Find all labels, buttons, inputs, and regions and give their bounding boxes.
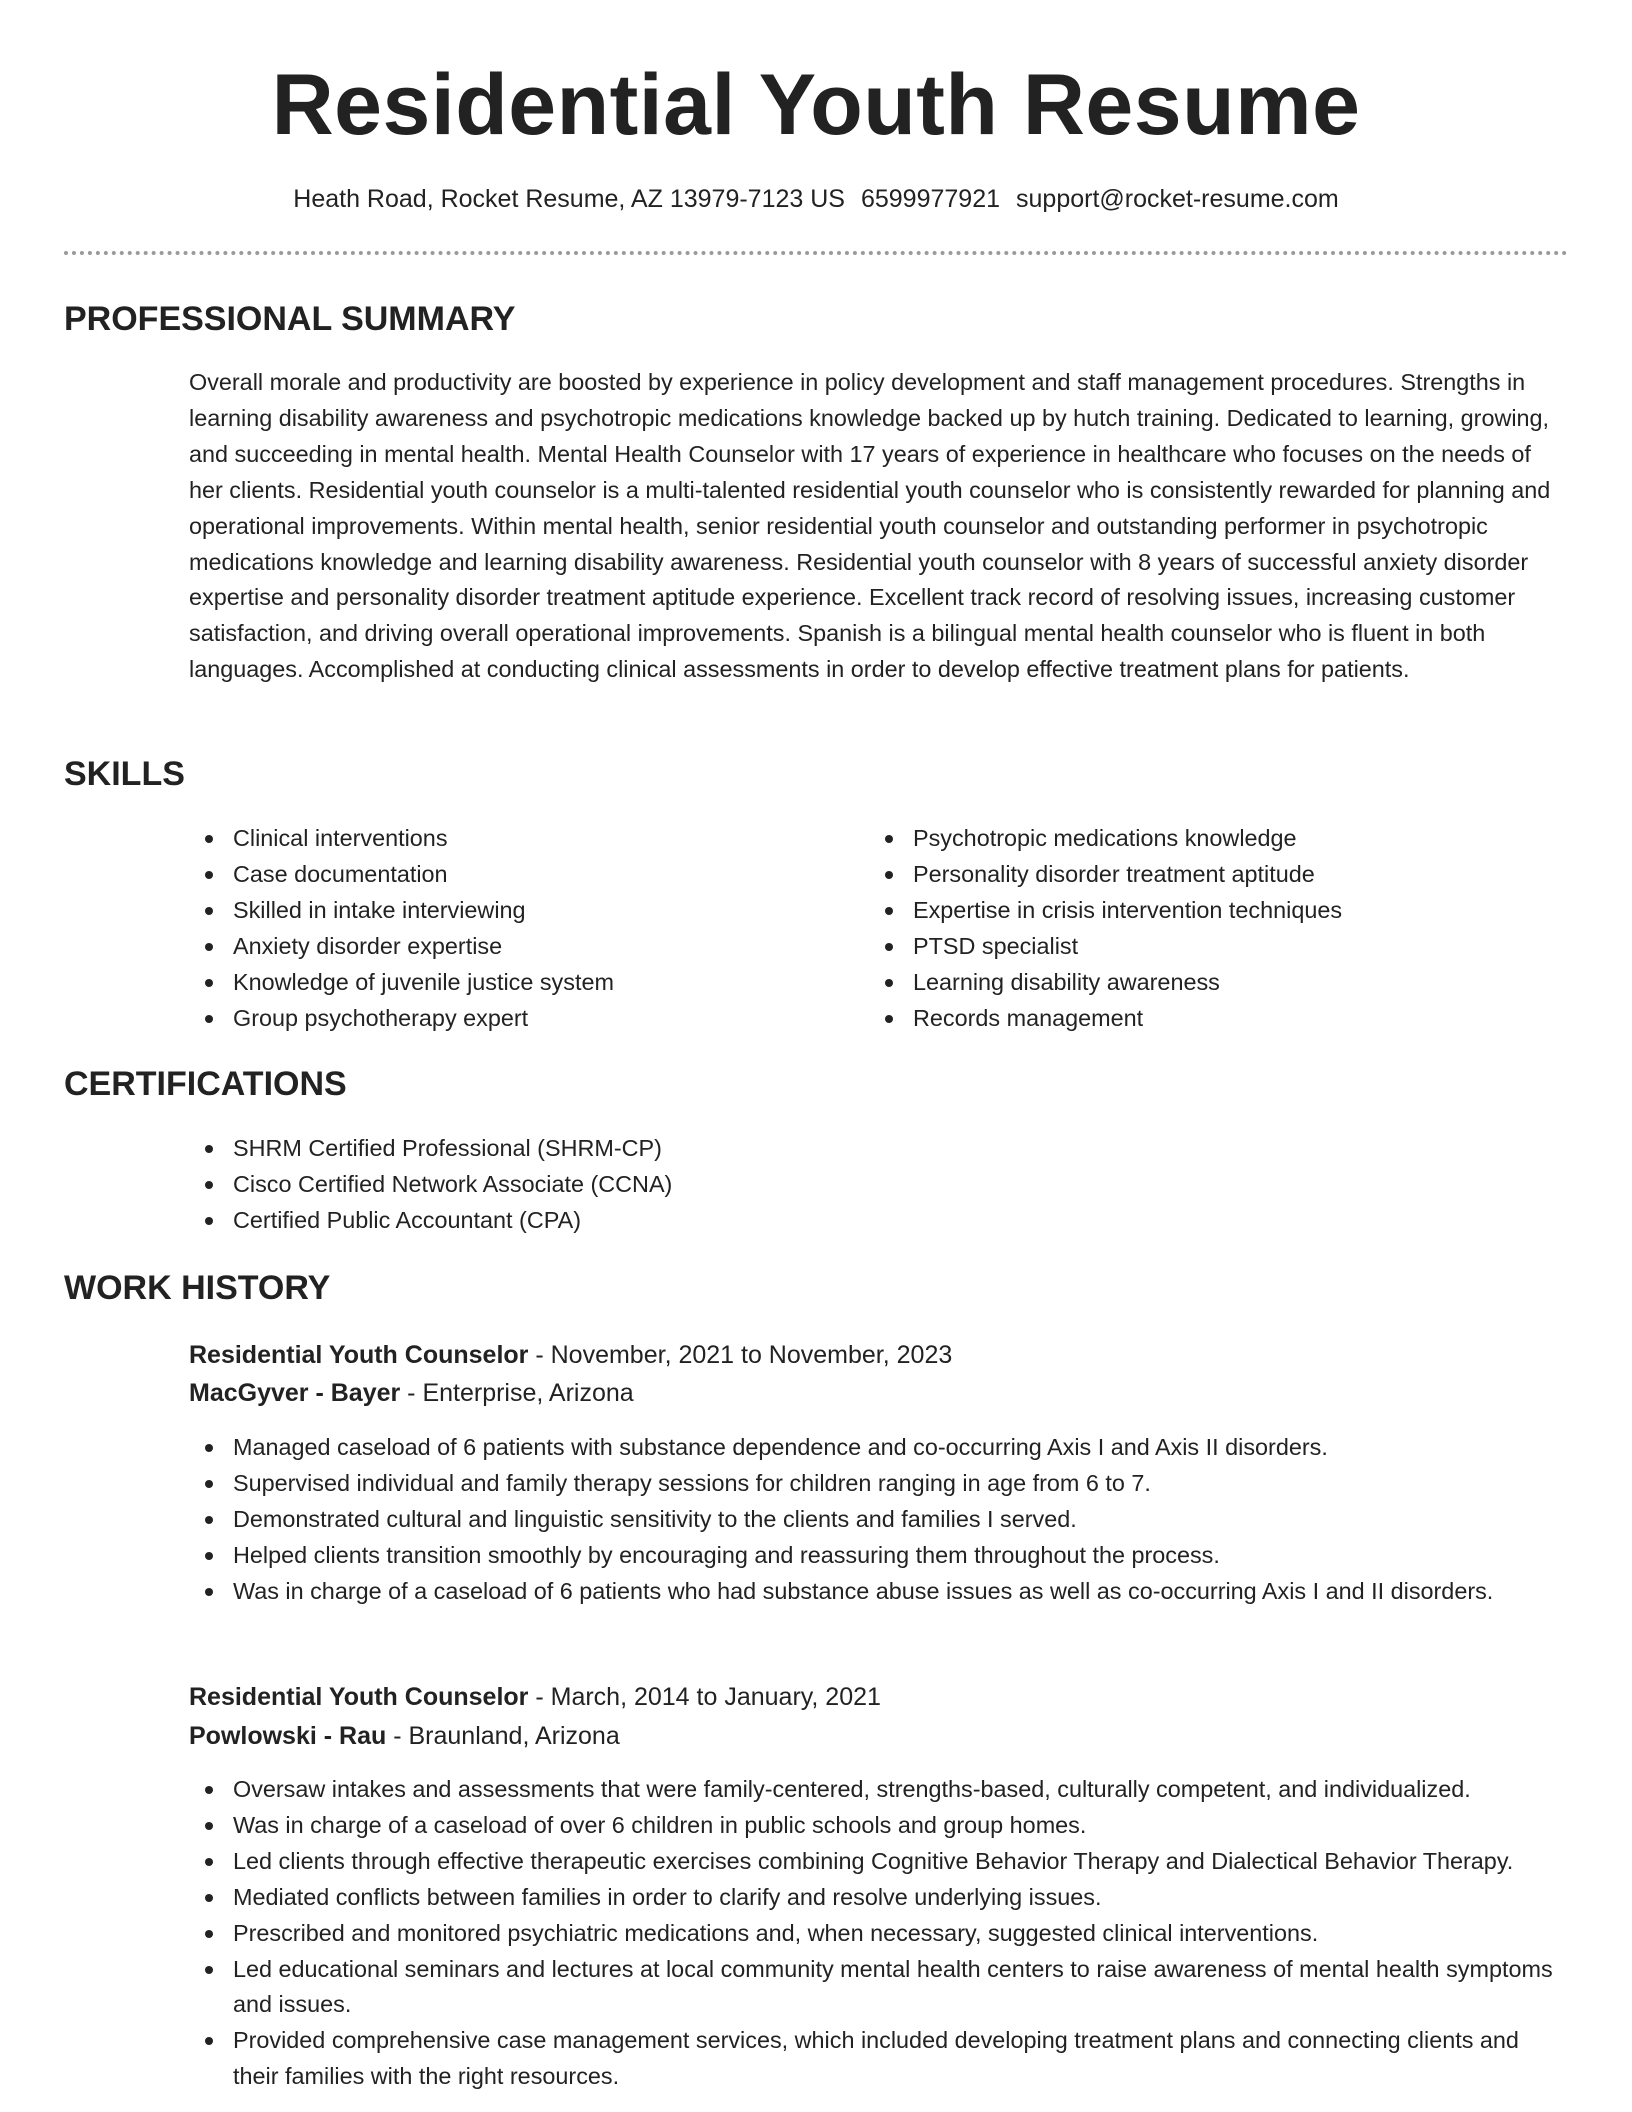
duty-item: Was in charge of a caseload of over 6 children in public schools and group homes.	[189, 1808, 1559, 1844]
skill-item: Psychotropic medications knowledge	[869, 821, 1509, 857]
duty-item: Managed caseload of 6 patients with substance dependence and co-occurring Axis I and Axis II disorders.	[189, 1430, 1559, 1466]
job-location: - Enterprise, Arizona	[400, 1379, 634, 1407]
job-title-line	[189, 1678, 1559, 1716]
job-duties-list	[189, 1772, 1559, 2095]
summary-text: Overall morale and productivity are boosted by experience in policy development and staff management procedures. Strengths in learning disability awareness and psychotropic medications knowledge backed up by hutch training. Dedicated to learning, growing, and succeeding in mental health. Mental Health Counselor with 17 years of experience in healthcare who focuses on the needs of her clients. Residential youth counselor is a multi-talented residential youth counselor who is consistently rewarded for planning and operational improvements. Within mental health, senior residential youth counselor and outstanding performer in psychotropic medications knowledge and learning disability awareness. Residential youth counselor with 8 years of successful anxiety disorder expertise and personality disorder treatment aptitude experience. Excellent track record of resolving issues, increasing customer satisfaction, and driving overall operational improvements. Spanish is a bilingual mental health counselor who is fluent in both languages. Accomplished at conducting clinical assessments in order to develop effective treatment plans for patients.	[189, 369, 1551, 683]
work-history-heading: WORK HISTORY	[64, 1269, 331, 1307]
email: support@rocket-resume.com	[1016, 185, 1339, 213]
job-dates: - March, 2014 to January, 2021	[528, 1683, 881, 1711]
header-divider	[64, 251, 1568, 255]
job-role: Residential Youth Counselor	[189, 1341, 529, 1369]
duty-item: Led clients through effective therapeutic exercises combining Cognitive Behavior Therapy and Dialectical Behavior Therapy.	[189, 1844, 1559, 1880]
certifications-heading: CERTIFICATIONS	[64, 1065, 347, 1103]
certification-item: Certified Public Accountant (CPA)	[189, 1203, 1559, 1239]
certification-item: Cisco Certified Network Associate (CCNA)	[189, 1167, 1559, 1203]
skills-list-right	[869, 821, 1509, 1036]
contact-line	[0, 181, 1632, 217]
skill-item: Anxiety disorder expertise	[189, 929, 829, 965]
job-company-line	[189, 1374, 1559, 1412]
job-company-line	[189, 1717, 1559, 1755]
job-company: MacGyver - Bayer	[189, 1379, 401, 1407]
skill-item: PTSD specialist	[869, 929, 1509, 965]
job-company: Powlowski - Rau	[189, 1722, 387, 1750]
job-duties-list	[189, 1430, 1559, 1610]
job-role: Residential Youth Counselor	[189, 1683, 529, 1711]
address: Heath Road, Rocket Resume, AZ 13979-7123 US	[293, 185, 845, 213]
summary-heading: PROFESSIONAL SUMMARY	[64, 300, 516, 338]
skill-item: Personality disorder treatment aptitude	[869, 857, 1509, 893]
skill-item: Records management	[869, 1001, 1509, 1037]
resume-title: Residential Youth Resume	[271, 57, 1361, 153]
skills-heading: SKILLS	[64, 755, 185, 793]
certifications-list	[189, 1131, 1559, 1239]
duty-item: Demonstrated cultural and linguistic sensitivity to the clients and families I served.	[189, 1502, 1559, 1538]
skills-list-left	[189, 821, 829, 1036]
duty-item: Oversaw intakes and assessments that were family-centered, strengths-based, culturally competent, and individualized.	[189, 1772, 1559, 1808]
duty-item: Supervised individual and family therapy sessions for children ranging in age from 6 to 7.	[189, 1466, 1559, 1502]
skill-item: Group psychotherapy expert	[189, 1001, 829, 1037]
duty-item: Provided comprehensive case management services, which included developing treatment plans and connecting clients and their families with the right resources.	[189, 2023, 1559, 2095]
skill-item: Skilled in intake interviewing	[189, 893, 829, 929]
certification-item: SHRM Certified Professional (SHRM-CP)	[189, 1131, 1559, 1167]
duty-item: Mediated conflicts between families in order to clarify and resolve underlying issues.	[189, 1880, 1559, 1916]
job-title-line	[189, 1336, 1559, 1374]
duty-item: Was in charge of a caseload of 6 patients who had substance abuse issues as well as co-occurring Axis I and II disorders.	[189, 1574, 1559, 1610]
duty-item: Prescribed and monitored psychiatric medications and, when necessary, suggested clinical interventions.	[189, 1916, 1559, 1952]
job-location: - Braunland, Arizona	[386, 1722, 620, 1750]
duty-item: Helped clients transition smoothly by encouraging and reassuring them throughout the process.	[189, 1538, 1559, 1574]
skill-item: Knowledge of juvenile justice system	[189, 965, 829, 1001]
phone: 6599977921	[860, 185, 1001, 213]
skill-item: Case documentation	[189, 857, 829, 893]
skill-item: Expertise in crisis intervention techniques	[869, 893, 1509, 929]
skill-item: Learning disability awareness	[869, 965, 1509, 1001]
job-dates: - November, 2021 to November, 2023	[528, 1341, 953, 1369]
duty-item: Led educational seminars and lectures at local community mental health centers to raise awareness of mental health symptoms and issues.	[189, 1952, 1559, 2024]
skill-item: Clinical interventions	[189, 821, 829, 857]
